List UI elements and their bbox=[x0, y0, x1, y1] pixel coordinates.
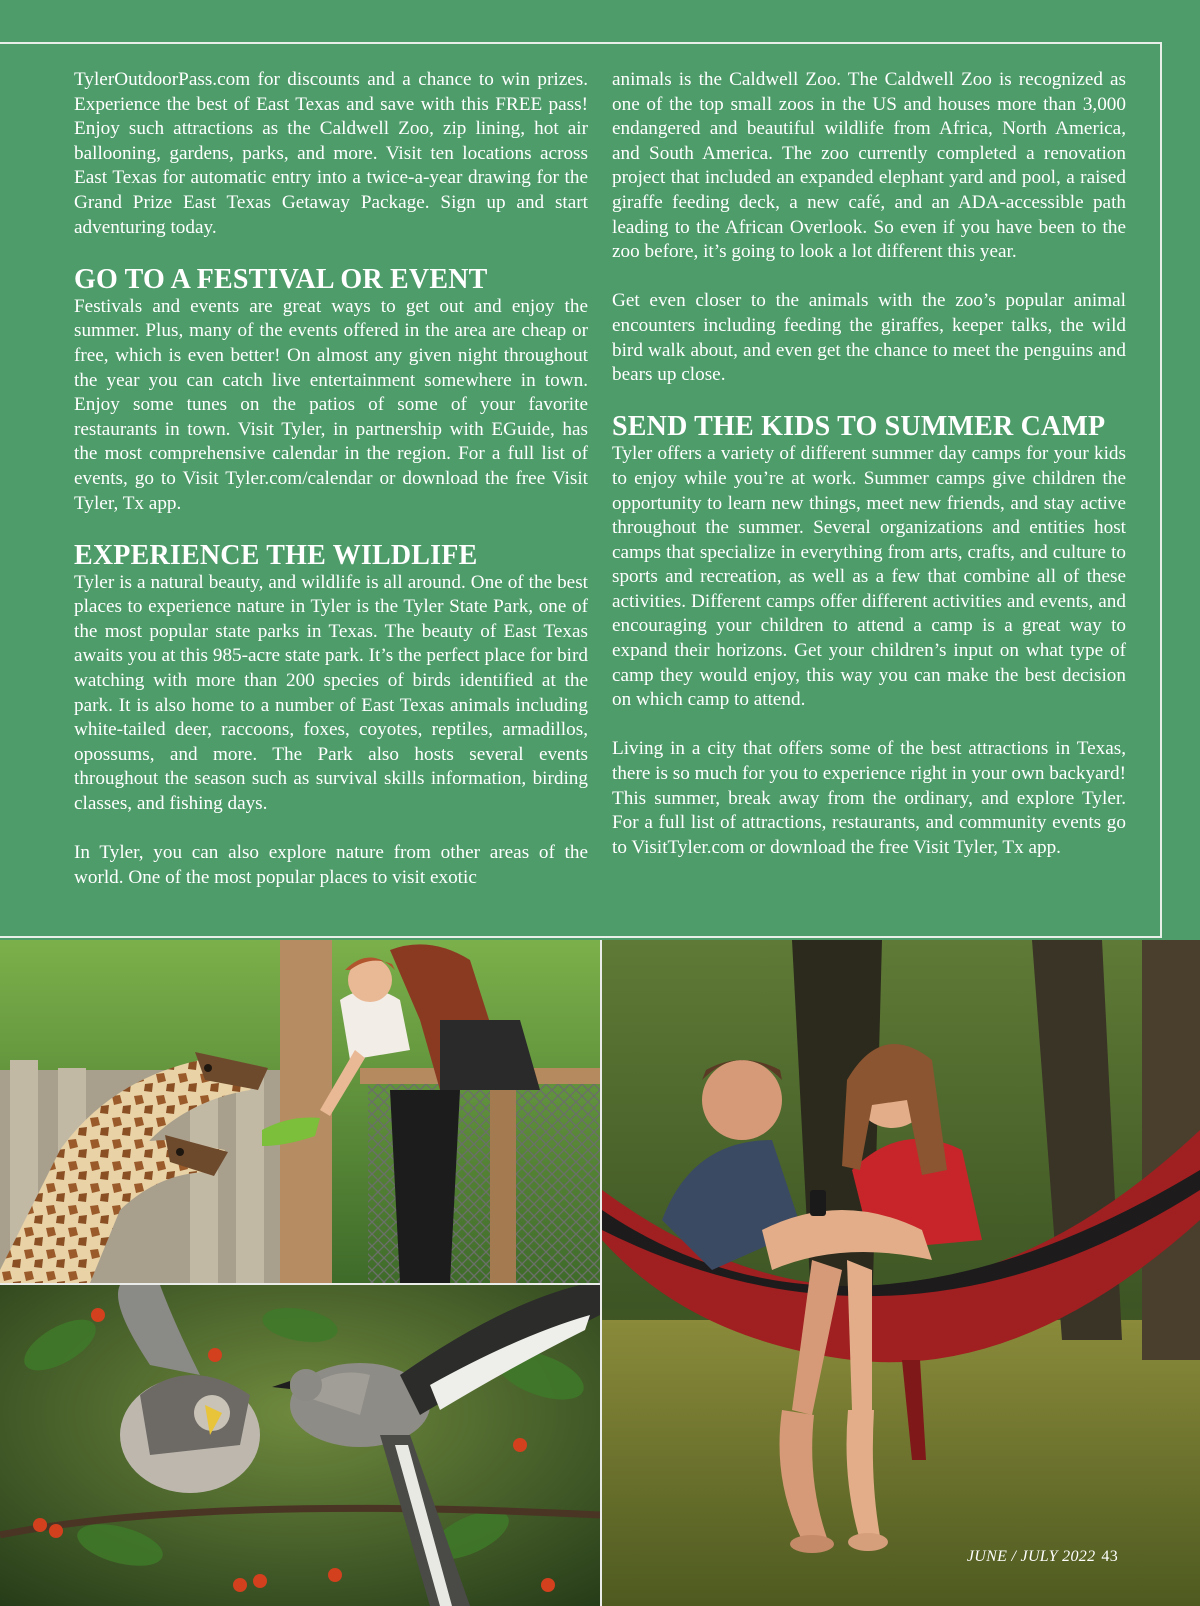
issue-date: JUNE / JULY 2022 bbox=[966, 1548, 1096, 1565]
closing-paragraph: Living in a city that offers some of the best attractions in Texas, there is so much for you to experience right in your own backyard! This summer, break away from the ordinary, and explore Tyler. For a full list of attractions, restaurants, and community events go to VisitTyler.com or download the free Visit Tyler, Tx app. bbox=[612, 738, 1126, 858]
festival-heading: GO TO A FESTIVAL OR EVENT bbox=[74, 263, 488, 295]
mockingbirds-photo bbox=[0, 1285, 600, 1606]
camp-heading: SEND THE KIDS TO SUMMER CAMP bbox=[612, 411, 1106, 443]
giraffe-feeding-photo bbox=[0, 940, 600, 1283]
photo-collage bbox=[0, 940, 1200, 1606]
photo-divider-horizontal bbox=[0, 1283, 600, 1285]
article-right-column bbox=[612, 68, 1126, 885]
nature-paragraph: In Tyler, you can also explore nature from other areas of the world. One of the most popular places to visit exotic bbox=[74, 842, 588, 888]
encounters-paragraph: Get even closer to the animals with the zoo’s popular animal encounters including feeding the giraffes, keeper talks, the wild bird walk about, and even get the chance to meet the penguins and bears up close. bbox=[612, 290, 1126, 386]
page-number: 43 bbox=[1101, 1548, 1118, 1565]
camp-paragraph: Tyler offers a variety of different summer day camps for your kids to enjoy while you’re at work. Summer camps give children the opportunity to learn new things, meet new friends, and stay active throughout the summer. Several organizations and entities host camps that specialize in everything from arts, crafts, and culture to sports and recreation, as well as a few that combine all of these activities. Different camps offer different activities and events, and encouraging your children to attend a camp is a great way to expand their horizons. Get your children’s input on what type of camp they would enjoy, this way you can make the best decision on which camp to attend. bbox=[612, 443, 1126, 711]
article-left-column bbox=[74, 68, 588, 915]
photo-divider-vertical bbox=[600, 940, 602, 1606]
zoo-paragraph: animals is the Caldwell Zoo. The Caldwell Zoo is recognized as one of the top small zoos in the US and houses more than 3,000 endangered and beautiful wildlife from Africa, North America, and South America. The zoo currently completed a renovation project that included an expanded elephant yard and pool, a raised giraffe feeding deck, a new café, and an ADA-accessible path leading to the African Overlook. So even if you have been to the zoo before, it’s going to look a lot different this year. bbox=[612, 69, 1126, 263]
festival-paragraph: Festivals and events are great ways to get out and enjoy the summer. Plus, many of the events offered in the area are cheap or free, which is even better! On almost any given night throughout the year you can catch live entertainment somewhere in town. Enjoy some tunes on the patios of some of your favorite restaurants in town. Visit Tyler, in partnership with EGuide, has the most comprehensive calendar in the region. For a full list of events, go to Visit Tyler.com/calendar or download the free Visit Tyler, Tx app. bbox=[74, 295, 588, 514]
wildlife-heading: EXPERIENCE THE WILDLIFE bbox=[74, 539, 478, 571]
page-folio bbox=[967, 1548, 1118, 1566]
wildlife-paragraph: Tyler is a natural beauty, and wildlife is all around. One of the best places to experience nature in Tyler is the Tyler State Park, one of the most popular state parks in Texas. The beauty of East Texas awaits you at this 985-acre state park. It’s the perfect place for bird watching with more than 200 species of birds identified at the park. It is also home to a number of East Texas animals including white-tailed deer, raccoons, foxes, coyotes, reptiles, armadillos, opossums, and more. The Park also hosts several events throughout the season such as survival skills information, birding classes, and fishing days. bbox=[74, 571, 588, 815]
intro-paragraph: TylerOutdoorPass.com for discounts and a chance to win prizes. Experience the best of East Texas and save with this FREE pass! Enjoy such attractions as the Caldwell Zoo, zip lining, hot air ballooning, gardens, parks, and more. Visit ten locations across East Texas for automatic entry into a twice-a-year drawing for the Grand Prize East Texas Getaway Package. Sign up and start adventuring today. bbox=[74, 69, 588, 238]
hammock-couple-photo bbox=[602, 940, 1200, 1606]
